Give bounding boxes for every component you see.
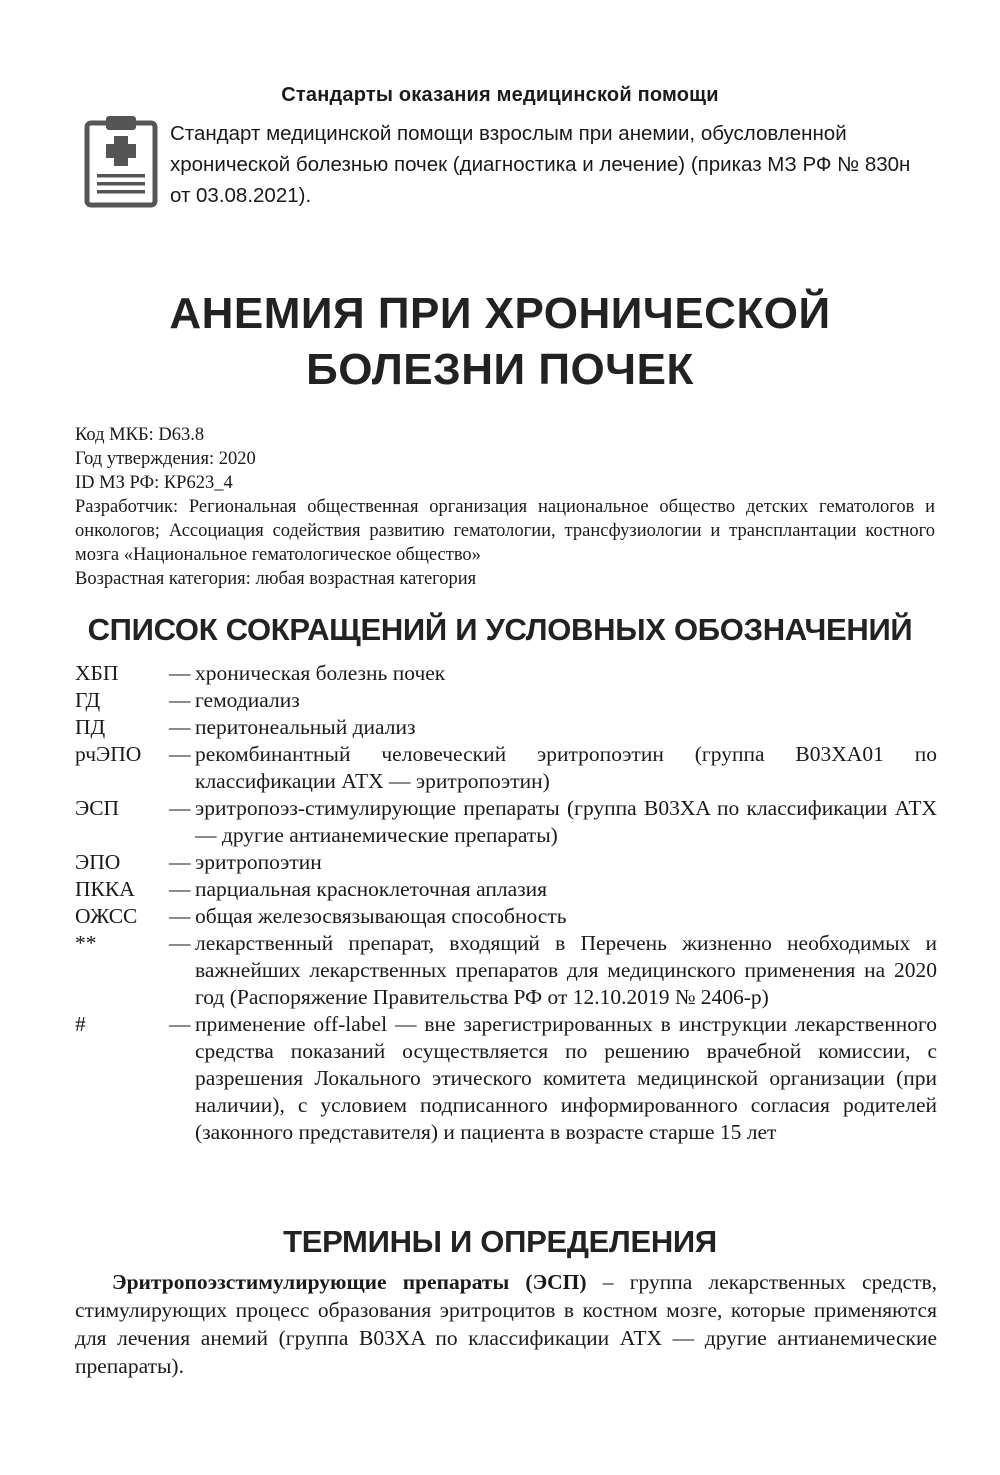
term-definition [75, 1268, 937, 1380]
abbreviation-term: ЭПО [75, 850, 121, 874]
abbreviation-term: ОЖСС [75, 904, 138, 928]
abbreviation-row [75, 930, 937, 1011]
abbreviation-definition: лекарственный препарат, входящий в Перечень жизненно необходимых и важнейших лекарственных препаратов для медицинского применения на 2020 год (Распоряжение Правительства РФ от 12.10.2019 № 2406-р) [195, 931, 937, 1009]
abbreviation-row [75, 849, 937, 876]
abbreviation-dash: — [169, 715, 191, 739]
abbreviation-dash: — [169, 796, 191, 820]
abbreviation-definition: общая железосвязывающая способность [195, 904, 567, 928]
abbreviation-dash: — [169, 688, 191, 712]
abbreviation-dash: — [169, 877, 191, 901]
abbreviations-list [75, 660, 937, 1146]
abbreviation-definition: применение off-label — вне зарегистрированных в инструкции лекарственного средства показаний осуществляется по решению врачебной комиссии, с разрешения Локального этического комитета медицинской организации (при наличии), с условием подписанного информированного согласия родителей (законного представителя) и пациента в возрасте старше 15 лет [195, 1012, 937, 1144]
abbreviation-term: ПККА [75, 877, 135, 901]
terms-heading: ТЕРМИНЫ И ОПРЕДЕЛЕНИЯ [283, 1224, 717, 1259]
abbreviation-definition: эритропоэз-стимулирующие препараты (группа B03XA по классификации АТХ — другие антианемические препараты) [195, 796, 937, 847]
abbreviation-definition: гемодиализ [195, 688, 300, 712]
abbreviation-row [75, 741, 937, 795]
developer: Разработчик: Региональная общественная организация национальное общество детских гематологов и онкологов; Ассоциация содействия развитию гематологии, трансфузиологии и трансплантации костного мозга «Национальное гематологическое общество» [75, 497, 935, 565]
abbreviation-definition: рекомбинантный человеческий эритропоэтин (группа B03XA01 по классификации АТХ — эритропоэтин) [195, 742, 937, 793]
abbreviation-dash: — [169, 742, 191, 766]
abbreviation-row [75, 795, 937, 849]
abbreviation-term: ПД [75, 715, 106, 739]
abbreviation-dash: — [169, 904, 191, 928]
ministry-id: ID МЗ РФ: КР623_4 [75, 473, 233, 493]
abbreviation-definition: перитонеальный диализ [195, 715, 416, 739]
abbreviation-row [75, 876, 937, 903]
abbreviation-row [75, 714, 937, 741]
document-metadata [75, 423, 935, 591]
abbreviation-definition: парциальная красноклеточная аплазия [195, 877, 547, 901]
page-title-line-1: АНЕМИЯ ПРИ ХРОНИЧЕСКОЙ [169, 289, 831, 338]
abbreviation-row [75, 687, 937, 714]
page-title [0, 286, 1000, 398]
abbreviation-term: # [75, 1012, 86, 1036]
abbreviation-dash: — [169, 931, 191, 955]
abbreviation-dash: — [169, 661, 191, 685]
abbreviation-row [75, 660, 937, 687]
abbreviation-term: ХБП [75, 661, 119, 685]
abbreviation-definition: эритропоэтин [195, 850, 322, 874]
abbreviation-dash: — [169, 1012, 191, 1036]
abbreviation-term: ГД [75, 688, 101, 712]
abbreviation-dash: — [169, 850, 191, 874]
term-name: Эритропоэзстимулирующие препараты (ЭСП) [112, 1270, 587, 1294]
standard-reference: Стандарт медицинской помощи взрослым при анемии, обусловленной хронической болезнью почек (диагностика и лечение) (приказ МЗ РФ № 830н от 03.08.2021). [170, 122, 911, 207]
abbreviation-row [75, 1011, 937, 1146]
icd-code: Код МКБ: D63.8 [75, 425, 205, 445]
age-category: Возрастная категория: любая возрастная категория [75, 569, 477, 589]
abbreviation-row [75, 903, 937, 930]
abbreviation-term: рчЭПО [75, 742, 142, 766]
abbreviations-heading: СПИСОК СОКРАЩЕНИЙ И УСЛОВНЫХ ОБОЗНАЧЕНИЙ [87, 612, 913, 647]
abbreviation-term: ЭСП [75, 796, 120, 820]
page-title-line-2: БОЛЕЗНИ ПОЧЕК [306, 345, 694, 394]
term-text: – группа лекарственных средств, стимулирующих процесс образования эритроцитов в костном мозге, которые применяются для лечения анемий (группа B03XA по классификации АТХ — другие антианемические препараты). [75, 1270, 938, 1378]
series-title: Стандарты оказания медицинской помощи [281, 84, 719, 106]
abbreviation-term: ** [75, 931, 97, 955]
abbreviation-definition: хроническая болезнь почек [195, 661, 446, 685]
medical-clipboard-icon [84, 114, 158, 208]
approval-year: Год утверждения: 2020 [75, 449, 256, 469]
